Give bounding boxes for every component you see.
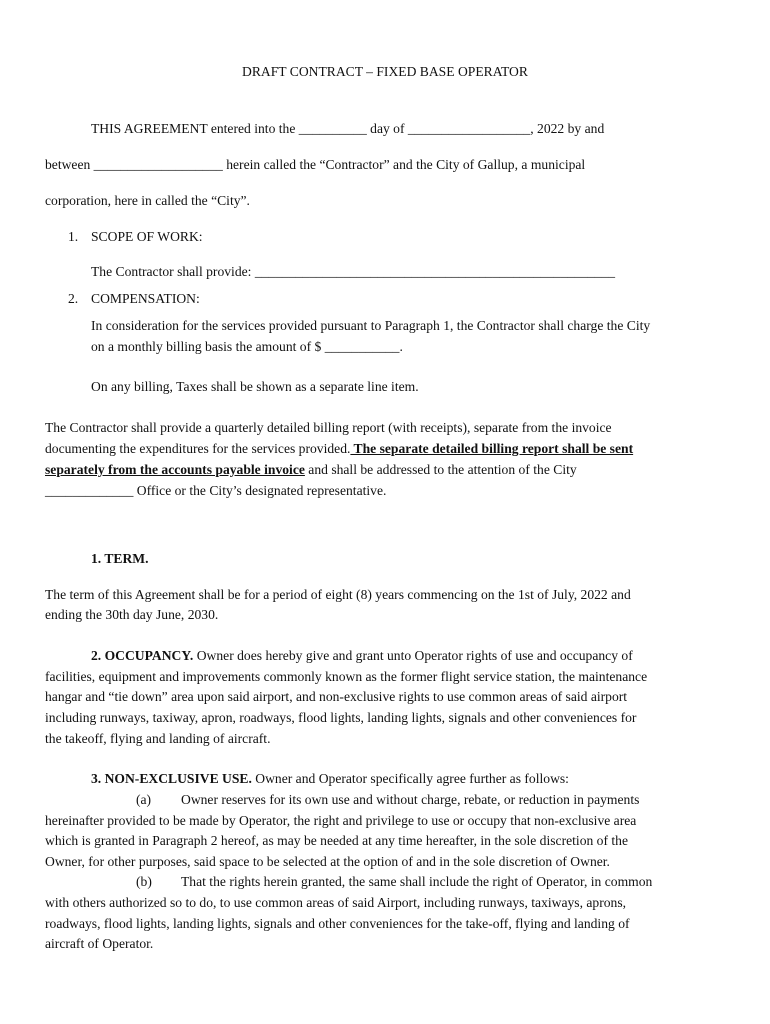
occupancy-line-4: including runways, taxiway, apron, roadways, flood lights, landing lights, signals and other conveniences for bbox=[45, 710, 637, 725]
nonexclusive-heading: 3. NON-EXCLUSIVE USE. bbox=[91, 771, 252, 786]
scope-heading: SCOPE OF WORK: bbox=[91, 229, 203, 244]
billing-line-1: The Contractor shall provide a quarterly detailed billing report (with receipts), separate from the invoice bbox=[45, 420, 612, 435]
billing-line-4: _____________ Office or the City’s designated representative. bbox=[45, 483, 387, 498]
billing-line-2-plain: documenting the expenditures for the services provided. bbox=[45, 441, 351, 456]
subsection-a-line-2: hereinafter provided to be made by Operator, the right and privilege to use or occupy that non-exclusive area bbox=[45, 813, 637, 828]
term-line-1: The term of this Agreement shall be for a period of eight (8) years commencing on the 1st of July, 2022 and bbox=[45, 587, 631, 602]
billing-line-3-plain: and shall be addressed to the attention of the City bbox=[304, 462, 577, 477]
subsection-b-label: (b) bbox=[136, 874, 152, 889]
compensation-number: 2. bbox=[68, 291, 79, 306]
occupancy-intro: Owner does hereby give and grant unto Operator rights of use and occupancy of bbox=[193, 648, 633, 663]
nonexclusive-line-1 bbox=[91, 771, 569, 787]
billing-line-3-emphasis: separately from the accounts payable invoice bbox=[45, 462, 305, 477]
nonexclusive-intro: Owner and Operator specifically agree further as follows: bbox=[251, 771, 569, 786]
term-line-2: ending the 30th day June, 2030. bbox=[45, 607, 219, 622]
billing-line-2 bbox=[45, 441, 633, 457]
subsection-b-line-2: with others authorized so to do, to use common areas of said Airport, including runways, taxiways, aprons, bbox=[45, 895, 627, 910]
occupancy-line-5: the takeoff, flying and landing of aircraft. bbox=[45, 731, 271, 746]
occupancy-line-2: facilities, equipment and improvements commonly known as the former flight service station, the maintenance bbox=[45, 669, 648, 684]
occupancy-heading: 2. OCCUPANCY. bbox=[91, 648, 194, 663]
compensation-heading: COMPENSATION: bbox=[91, 291, 200, 306]
subsection-a-line-4: Owner, for other purposes, said space to be selected at the option of and in the sole discretion of Owner. bbox=[45, 854, 610, 869]
preamble-line-3: corporation, here in called the “City”. bbox=[45, 193, 250, 208]
compensation-line-1: In consideration for the services provided pursuant to Paragraph 1, the Contractor shall charge the City bbox=[91, 318, 651, 333]
occupancy-line-1 bbox=[91, 648, 633, 664]
subsection-a-line-3: which is granted in Paragraph 2 hereof, as may be needed at any time hereafter, in the sole discretion of the bbox=[45, 833, 629, 848]
document-title: DRAFT CONTRACT – FIXED BASE OPERATOR bbox=[242, 64, 528, 79]
subsection-b-line-3: roadways, flood lights, landing lights, signals and other conveniences for the take-off, flying and landing of bbox=[45, 916, 630, 931]
subsection-b-line-1: That the rights herein granted, the same shall include the right of Operator, in common bbox=[181, 874, 653, 889]
scope-text: The Contractor shall provide: _____________________________________________________ bbox=[91, 264, 616, 279]
compensation-line-2: on a monthly billing basis the amount of $ ___________. bbox=[91, 339, 403, 354]
scope-number: 1. bbox=[68, 229, 79, 244]
occupancy-line-3: hangar and “tie down” area upon said airport, and non-exclusive rights to use common areas of said airport bbox=[45, 689, 628, 704]
preamble-line-1: THIS AGREEMENT entered into the __________ day of __________________, 2022 by and bbox=[91, 121, 605, 136]
preamble-line-2: between ___________________ herein called the “Contractor” and the City of Gallup, a municipal bbox=[45, 157, 586, 172]
subsection-a-label: (a) bbox=[136, 792, 152, 807]
term-heading: 1. TERM. bbox=[91, 551, 149, 566]
subsection-a-line-1: Owner reserves for its own use and without charge, rebate, or reduction in payments bbox=[181, 792, 640, 807]
compensation-taxes: On any billing, Taxes shall be shown as a separate line item. bbox=[91, 379, 419, 394]
billing-line-3 bbox=[45, 462, 577, 478]
subsection-b-line-4: aircraft of Operator. bbox=[45, 936, 154, 951]
billing-line-2-emphasis: The separate detailed billing report shall be sent bbox=[350, 441, 634, 456]
